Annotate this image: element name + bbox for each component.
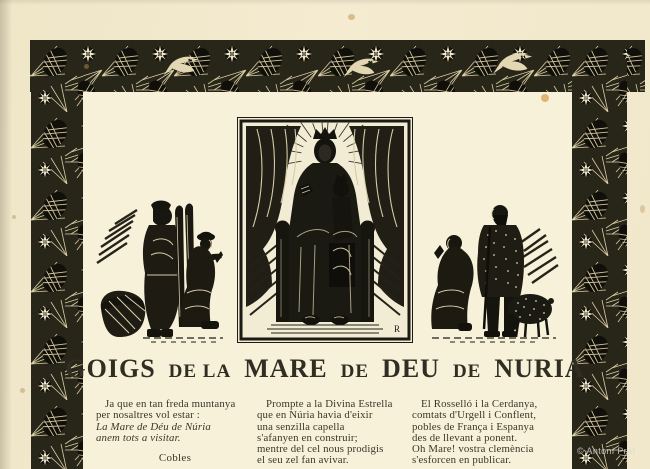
- verse-column-3: [412, 399, 582, 467]
- stain-spot: [12, 215, 16, 219]
- verse-line: des de llevant a ponent.: [412, 431, 518, 444]
- speed-hatch: [97, 210, 137, 263]
- rucksack: [101, 291, 146, 337]
- skiers-engraving-art: [95, 197, 227, 345]
- shepherds-praying-engraving: [420, 197, 560, 345]
- verse-line: s'esforcen en publicar.: [412, 454, 512, 467]
- ground-hatch: [432, 338, 556, 342]
- stain-spot: [541, 94, 549, 102]
- verse-line: anem tots a visitar.: [96, 431, 181, 444]
- verse-line: Prompte a la Divina Estrella: [266, 398, 393, 410]
- engraver-monogram: R: [394, 324, 401, 334]
- ground-hatch: [143, 338, 223, 342]
- verse-line: que en Núria havia d'eixir: [257, 409, 373, 422]
- title-word: DE LA: [168, 361, 232, 382]
- skiers-praying-engraving: [95, 197, 227, 345]
- title-word: DE: [452, 361, 482, 382]
- kneeling-shepherdess: [431, 235, 473, 331]
- page-title: [0, 351, 650, 387]
- scan-edge-shadow-top: [0, 0, 650, 5]
- verse-line: Ja que en tan freda muntanya: [105, 398, 236, 410]
- virgin-engraving-art: [237, 117, 413, 343]
- shepherds-engraving-art: [420, 197, 560, 345]
- verse-line: La Mare de Déu de Núria: [96, 420, 211, 433]
- speed-hatch: [520, 229, 558, 283]
- title-word: DEU: [382, 354, 440, 383]
- verse-line: s'afanyen en construir;: [257, 431, 358, 444]
- watermark-credit: © Antoni Prat: [577, 446, 636, 456]
- stain-spot: [84, 64, 89, 69]
- title-word: GOIGS: [65, 354, 156, 383]
- verse-line: pobles de França i Espanya: [412, 420, 535, 433]
- verse-line: una senzilla capella: [257, 420, 345, 433]
- verse-line: per nosaltres vol estar :: [96, 409, 200, 422]
- title-word: MARE: [244, 354, 328, 383]
- title-word: NURIA: [494, 354, 585, 383]
- scan-edge-shadow: [0, 0, 12, 469]
- virgin-of-nuria-engraving: [237, 117, 413, 343]
- stain-spot: [348, 14, 355, 20]
- standing-pilgrim: [143, 201, 179, 338]
- stain-spot: [640, 205, 645, 213]
- border-top-art: [30, 40, 645, 92]
- verse-line: mentre del cel nous prodigis: [257, 443, 384, 456]
- verse-column-1: [96, 399, 254, 464]
- verse-column-2: [257, 399, 417, 467]
- verse-section: [0, 399, 650, 469]
- verse-line: El Rosselló i la Cerdanya,: [421, 398, 538, 410]
- stain-spot: [20, 388, 25, 393]
- verse-line: comtats d'Urgell i Conflent,: [412, 409, 537, 422]
- cobles-label: Cobles: [158, 452, 192, 465]
- border-top-woodcut: [30, 40, 645, 92]
- verse-line: Oh Mare! vostra clemència: [412, 443, 534, 456]
- title-word: DE: [340, 361, 370, 382]
- verse-line: el seu zel fan avivar.: [257, 454, 349, 467]
